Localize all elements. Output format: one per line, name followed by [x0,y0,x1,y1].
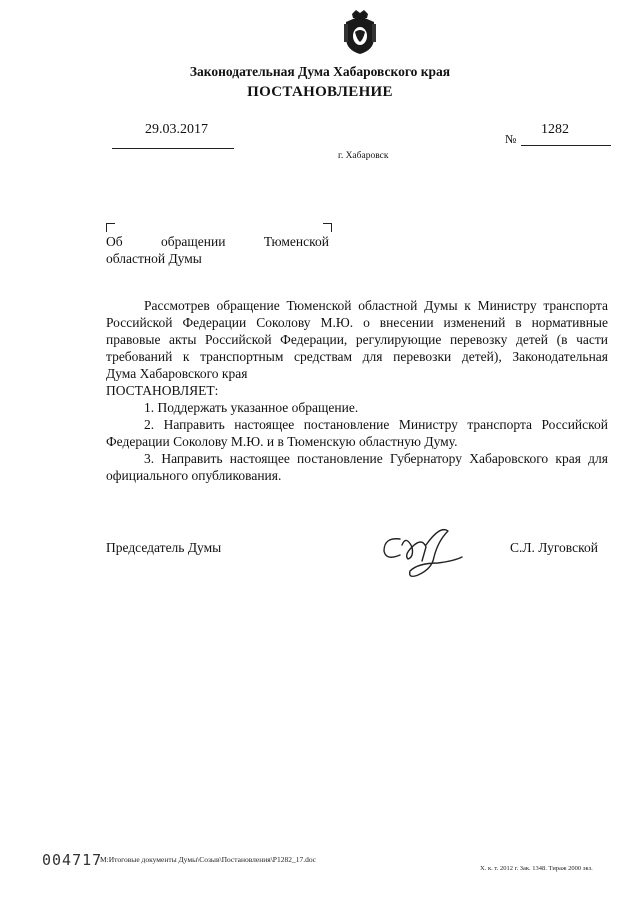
paragraph-line: Российской Федерации Соколову М.Ю. о внесении изменений в нормативные [106,315,608,330]
paragraph-line: Рассмотрев обращение Тюменской областной Думы к Министру транспорта [144,298,608,313]
resolution-item-1: 1. Поддержать указанное обращение. [144,400,359,415]
paragraph-line: правовые акты Российской Федерации, регулирующие перевозку детей (в части [106,332,608,347]
subject-word: Об [106,234,123,249]
date-underline [112,148,234,149]
subject-line-1 [106,233,329,250]
document-body [106,297,608,484]
document-number: 1282 [541,122,569,137]
subject-word: обращении [161,234,226,249]
footer-file-path: М:Итоговые документы Думы\Созыв\Постановления\Р1282_17.doc [100,855,316,864]
document-date: 29.03.2017 [145,122,208,137]
coat-of-arms-icon [340,8,380,56]
footer-stamp-number: 004717 [42,851,103,869]
handwritten-signature [378,517,466,585]
document-subject [106,233,329,267]
signatory-name: С.Л. Луговской [510,540,598,555]
subject-bracket-right [323,223,332,232]
footer-print-info: Х. к. т. 2012 г. Зак. 1348. Тираж 2000 экз. [480,865,593,872]
resolves-label: ПОСТАНОВЛЯЕТ: [106,383,219,398]
resolution-item-3-line: официального опубликования. [106,468,282,483]
subject-word: Тюменской [263,234,329,249]
city-label: г. Хабаровск [338,151,389,161]
paragraph-line: требований к транспортным средствам для перевозки детей), Законодательная [106,349,608,364]
resolution-item-2-line: Федерации Соколову М.Ю. и в Тюменскую областную Думу. [106,434,458,449]
resolution-item-3-line: 3. Направить настоящее постановление Губернатору Хабаровского края для [144,451,608,466]
number-label: № [505,132,517,146]
paragraph-line: Дума Хабаровского края [106,366,248,381]
signatory-title: Председатель Думы [106,540,222,555]
resolution-item-2-line: 2. Направить настоящее постановление Министру транспорта Российской [144,417,608,432]
subject-line-2: областной Думы [106,251,202,266]
number-underline [521,145,611,146]
organization-name: Законодательная Дума Хабаровского края [189,64,451,79]
subject-bracket-left [106,223,115,232]
document-type-title: ПОСТАНОВЛЕНИЕ [247,84,393,100]
